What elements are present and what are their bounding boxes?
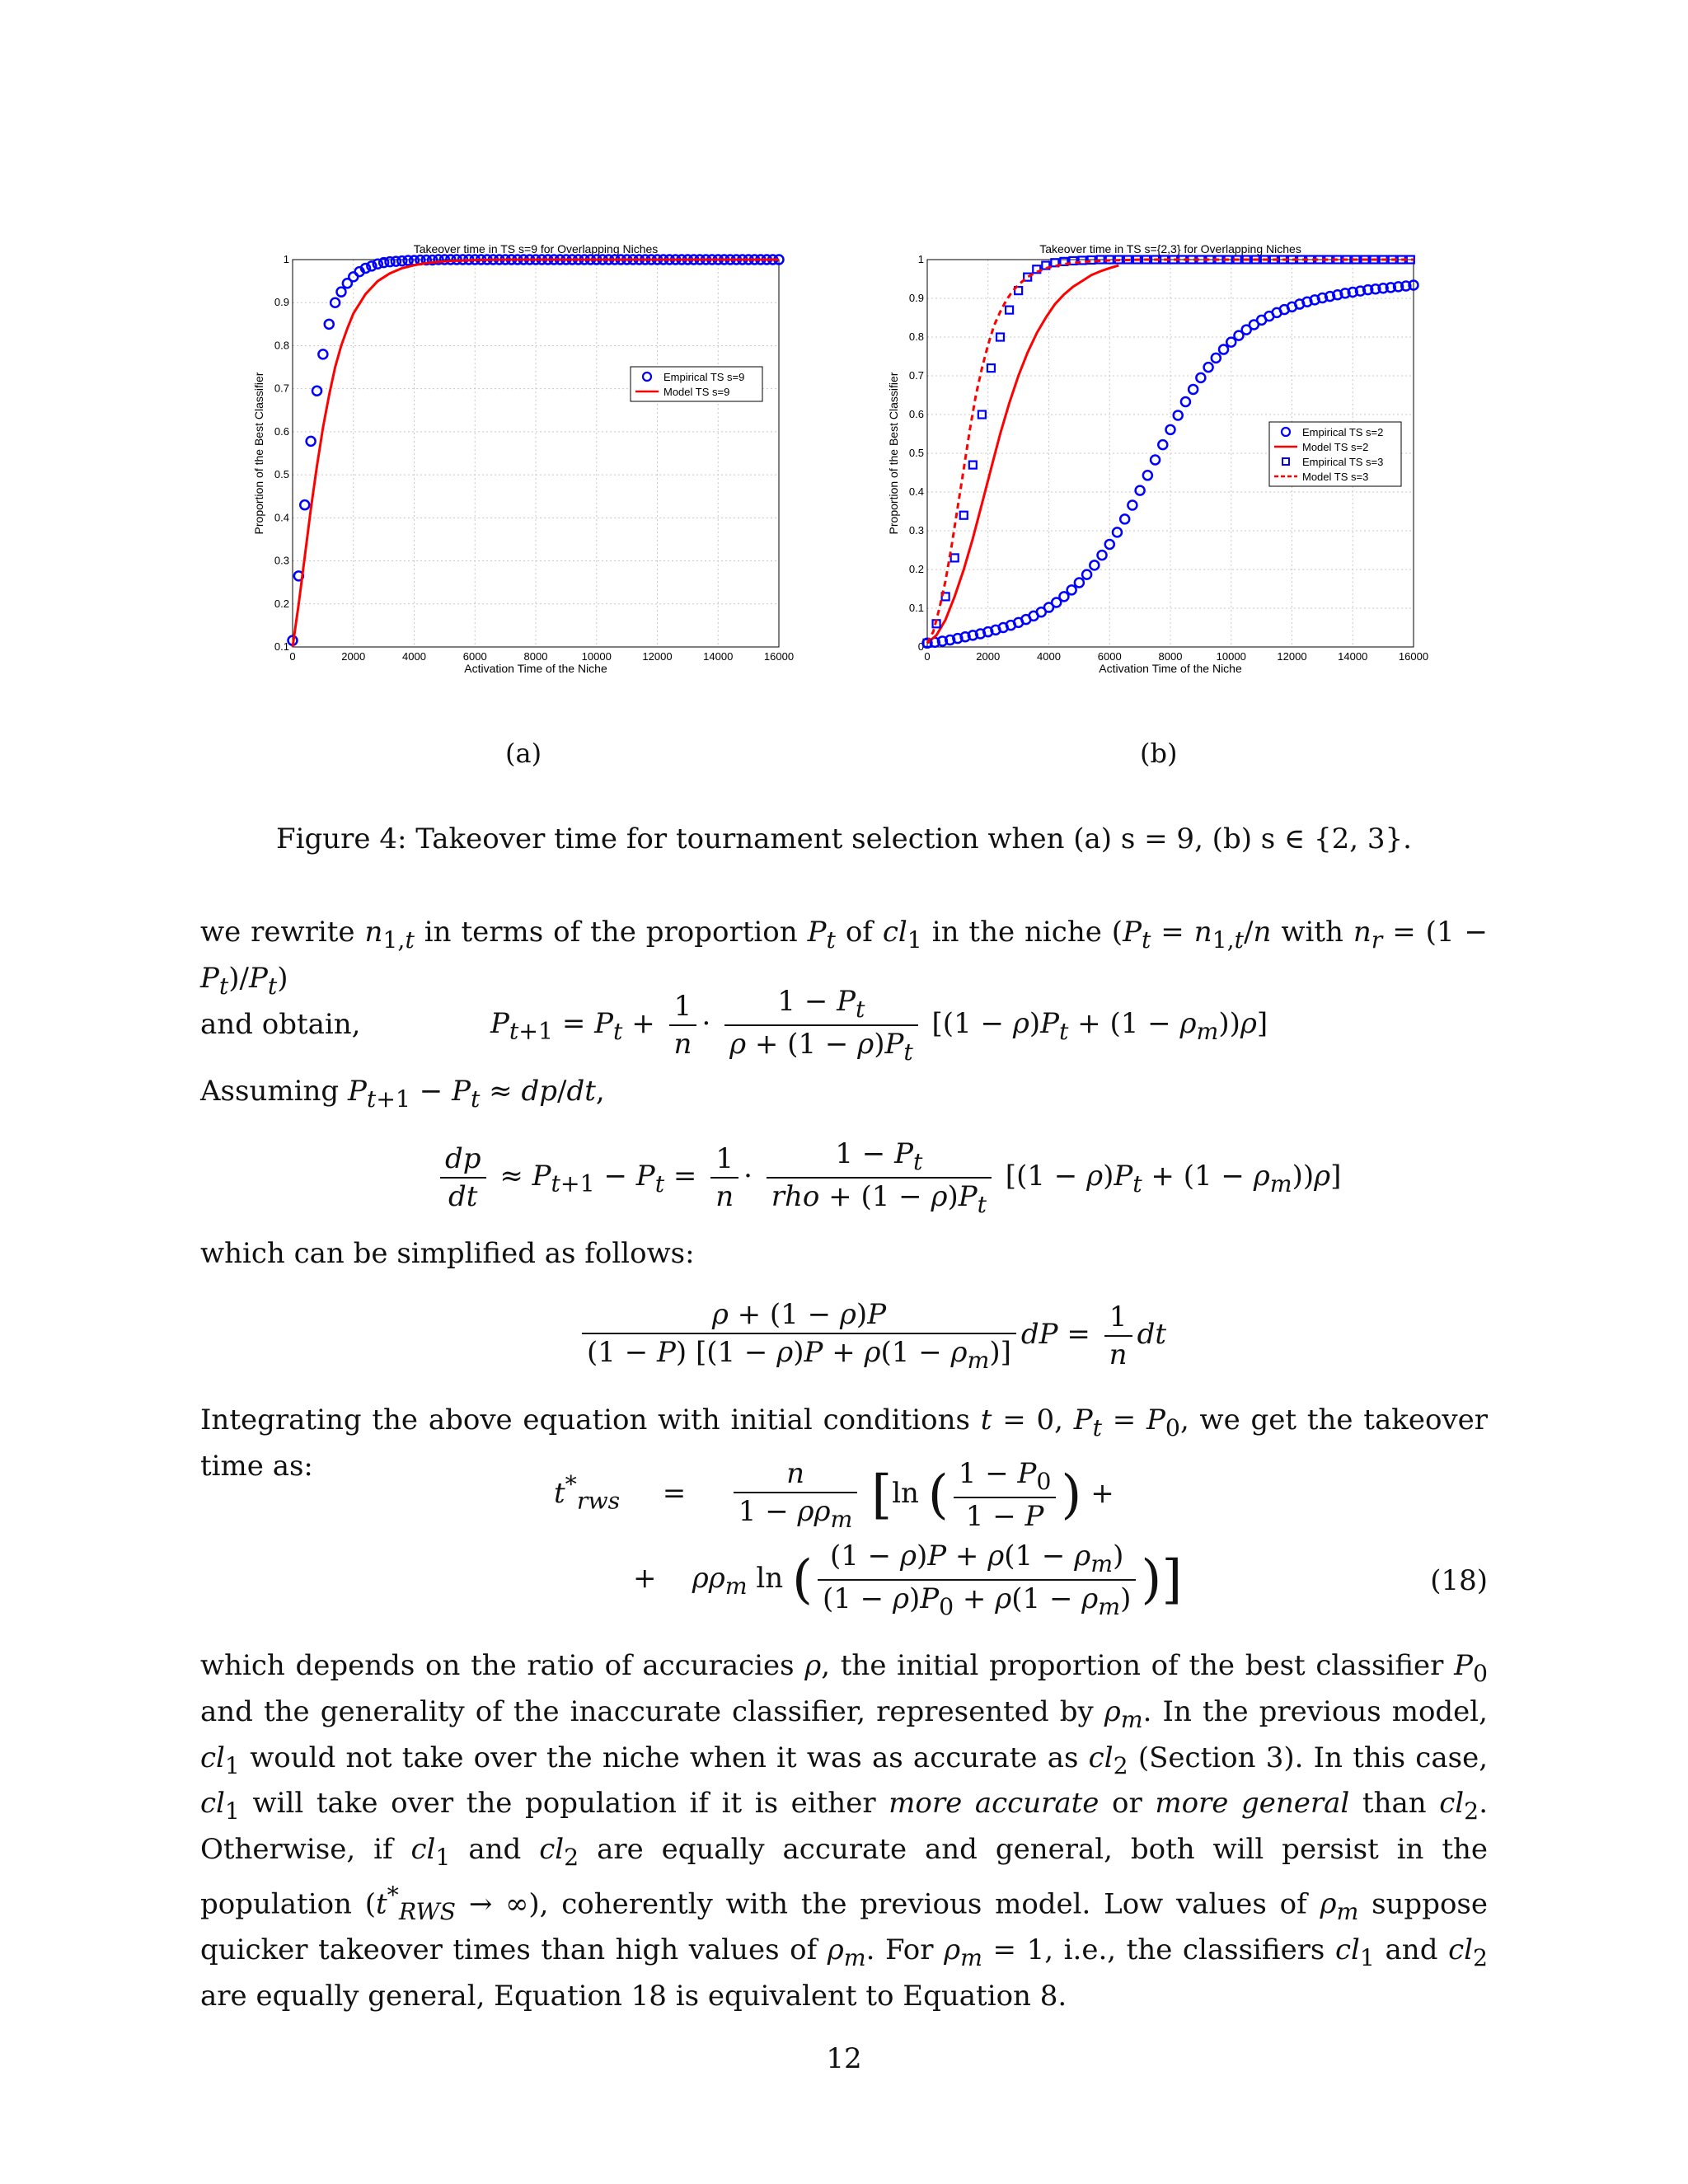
data-point-circle xyxy=(1113,527,1122,537)
data-point-circle xyxy=(312,387,321,396)
data-point-square xyxy=(969,462,977,469)
y-tick-label: 0 xyxy=(917,640,924,653)
x-tick-label: 10000 xyxy=(581,650,612,663)
equation-derivative: $\frac{dp}{dt}$ ≈ $P_{t+1} - P_t$ = $\frac{1}{n}$ · $\frac{1 - P_t}{rho + (1 - \rho)P_t}$ $[(1 - \rho)P_t + (1 - \rho_m))\rho$] xyxy=(435,1137,1341,1218)
data-point-circle xyxy=(300,500,309,509)
x-axis-label: Activation Time of the Niche xyxy=(1099,662,1242,675)
y-tick-label: 0.5 xyxy=(908,447,924,459)
data-point-circle xyxy=(337,288,346,297)
data-point-square xyxy=(1006,307,1013,314)
data-point-circle xyxy=(1174,410,1183,419)
data-point-circle xyxy=(1098,551,1107,560)
x-tick-label: 0 xyxy=(924,650,931,663)
y-tick-label: 0.7 xyxy=(274,382,289,395)
x-tick-label: 14000 xyxy=(1338,650,1368,663)
y-tick-label: 0.7 xyxy=(908,369,924,382)
series-line-1 xyxy=(927,265,1118,643)
subfigure-label-a: (a) xyxy=(505,738,542,769)
subfigure-label-b: (b) xyxy=(1140,738,1178,769)
data-point-circle xyxy=(1151,455,1160,464)
y-tick-label: 0.6 xyxy=(908,408,924,420)
chart-title: Takeover time in TS s={2,3} for Overlapping Niches xyxy=(1039,242,1301,255)
data-point-circle xyxy=(1158,440,1167,449)
x-tick-label: 2000 xyxy=(976,650,1001,663)
data-point-circle xyxy=(1219,345,1228,354)
y-tick-label: 0.1 xyxy=(908,602,924,614)
legend-label: Empirical TS s=3 xyxy=(1302,456,1384,468)
data-point-circle xyxy=(1212,354,1221,363)
data-point-circle xyxy=(1136,486,1145,495)
y-tick-label: 0.2 xyxy=(908,563,924,575)
x-tick-label: 16000 xyxy=(763,650,795,663)
equation-number: (18) xyxy=(1430,1564,1488,1597)
x-tick-label: 16000 xyxy=(1398,650,1429,663)
x-tick-label: 12000 xyxy=(1277,650,1307,663)
data-point-circle xyxy=(1196,373,1205,382)
data-point-circle xyxy=(1059,592,1068,601)
figure-4a-chart xyxy=(243,231,935,692)
data-point-circle xyxy=(1120,514,1129,523)
data-point-square xyxy=(987,364,995,372)
y-tick-label: 1 xyxy=(283,253,289,265)
paragraph-discussion: which depends on the ratio of accuracies ρ, the initial proportion of the best classifier $P_0$ and the generality of the inaccurate classifier, represented by $\rho_m$. In the previous model, $cl_1$ would not take over the niche when it was as accurate as $cl_2$ (Section 3). In this case, $cl_1$ will take over the population if it is either more accurate or more general than $cl_2$. Otherwise, if $cl_1$ and $cl_2$ are equally accurate and general, both will persist in the population ($t^*_{RWS}$ → ∞), coherently with the previous model. Low values of $\rho_m$ suppose quicker takeover times than high values of $\rho_m$. For $\rho_m = 1$, i.e., the classifiers $cl_1$ and $cl_2$ are equally general, Equation 18 is equivalent to Equation 8. xyxy=(200,1649,1489,2013)
x-tick-label: 12000 xyxy=(642,650,673,663)
chart-title: Takeover time in TS s=9 for Overlapping Niches xyxy=(413,242,659,255)
y-tick-label: 0.3 xyxy=(908,524,924,537)
y-tick-label: 0.6 xyxy=(274,424,289,438)
y-tick-label: 0.2 xyxy=(274,597,289,610)
y-tick-label: 0.8 xyxy=(908,330,924,343)
y-tick-label: 0.1 xyxy=(274,640,289,653)
paragraph-integrating: Integrating the above equation with initial conditions t = 0, $P_t = P_0$, we get the takeover time as: xyxy=(200,1404,1489,1483)
x-tick-label: 8000 xyxy=(523,650,548,663)
data-point-square xyxy=(951,554,959,561)
y-axis-label: Proportion of the Best Classifier xyxy=(252,372,265,535)
x-tick-label: 4000 xyxy=(1037,650,1061,663)
y-tick-label: 0.4 xyxy=(908,485,924,498)
data-point-circle xyxy=(1181,397,1190,406)
x-tick-label: 2000 xyxy=(341,650,366,663)
data-point-circle xyxy=(1075,578,1084,587)
x-tick-label: 6000 xyxy=(462,650,487,663)
y-tick-label: 0.8 xyxy=(274,339,289,352)
paragraph-rewrite: we rewrite $n_{1,t}$ in terms of the proportion $P_t$ of $cl_1$ in the niche ($P_t = n_{1,t}/n$ with $n_r = (1 - P_t)/P_t$) and obtain, xyxy=(200,916,1489,1041)
data-point-circle xyxy=(1204,363,1213,372)
x-tick-label: 8000 xyxy=(1158,650,1183,663)
paragraph-simplified: which can be simplified as follows: xyxy=(200,1237,695,1270)
legend-label: Model TS s=2 xyxy=(1302,441,1369,453)
x-tick-label: 6000 xyxy=(1097,650,1122,663)
equation-takeover-line1: $t^*_{rws}$ = $\frac{n}{1 - \rho\rho_m}$ [ln ( $\frac{1 - P_0}{1 - P}$ ) + xyxy=(554,1457,1114,1533)
x-tick-label: 10000 xyxy=(1216,650,1246,663)
data-point-circle xyxy=(318,349,327,359)
equation-recurrence: $P_{t+1} = P_t$ + $\frac{1}{n}$ · $\frac{1 - P_t}{\rho + (1 - \rho)P_t}$ $[(1 - \rho)P_t + (1 - \rho_m))\rho$] xyxy=(490,985,1268,1066)
figure-caption: Figure 4: Takeover time for tournament selection when (a) s = 9, (b) s ∈ {2, 3}. xyxy=(276,823,1412,855)
equation-takeover-line2: + $\rho\rho_m$ ln ( $\frac{(1 - \rho)P + \rho(1 - \rho_m)}{(1 - \rho)P_0 + \rho(1 - \rho_m)}$ )] xyxy=(633,1540,1183,1620)
y-tick-label: 0.4 xyxy=(274,511,289,524)
legend-label: Empirical TS s=2 xyxy=(1302,426,1384,438)
legend-label: Empirical TS s=9 xyxy=(663,371,745,383)
data-point-circle xyxy=(1128,500,1137,509)
data-point-circle xyxy=(1067,585,1076,594)
y-tick-label: 1 xyxy=(917,253,924,265)
paragraph-assuming: Assuming $P_{t+1} - P_t \approx dp/dt$, xyxy=(200,1075,605,1113)
legend-label: Model TS s=3 xyxy=(1302,471,1369,483)
data-point-circle xyxy=(325,320,334,329)
page-number: 12 xyxy=(826,2042,862,2075)
y-tick-label: 0.3 xyxy=(274,554,289,567)
x-axis-label: Activation Time of the Niche xyxy=(464,662,607,675)
x-tick-label: 4000 xyxy=(402,650,426,663)
data-point-circle xyxy=(307,437,316,446)
x-tick-label: 0 xyxy=(289,650,296,663)
figure-4b-chart xyxy=(878,231,1570,692)
x-tick-label: 14000 xyxy=(703,650,734,663)
data-point-circle xyxy=(1090,560,1099,569)
data-point-circle xyxy=(1143,471,1152,480)
data-point-circle xyxy=(1189,385,1198,394)
data-point-square xyxy=(960,512,968,519)
y-axis-label: Proportion of the Best Classifier xyxy=(887,372,900,535)
legend-label: Model TS s=9 xyxy=(663,386,730,398)
data-point-circle xyxy=(1082,570,1091,579)
y-tick-label: 0.5 xyxy=(274,468,289,481)
y-tick-label: 0.9 xyxy=(274,296,289,309)
equation-separated: $\frac{\rho + (1 - \rho)P}{(1 - P) [(1 - \rho)P + \rho(1 - \rho_m)]}$ dP = $\frac{1}{n}$ dt xyxy=(577,1298,1166,1374)
y-tick-label: 0.9 xyxy=(908,292,924,304)
